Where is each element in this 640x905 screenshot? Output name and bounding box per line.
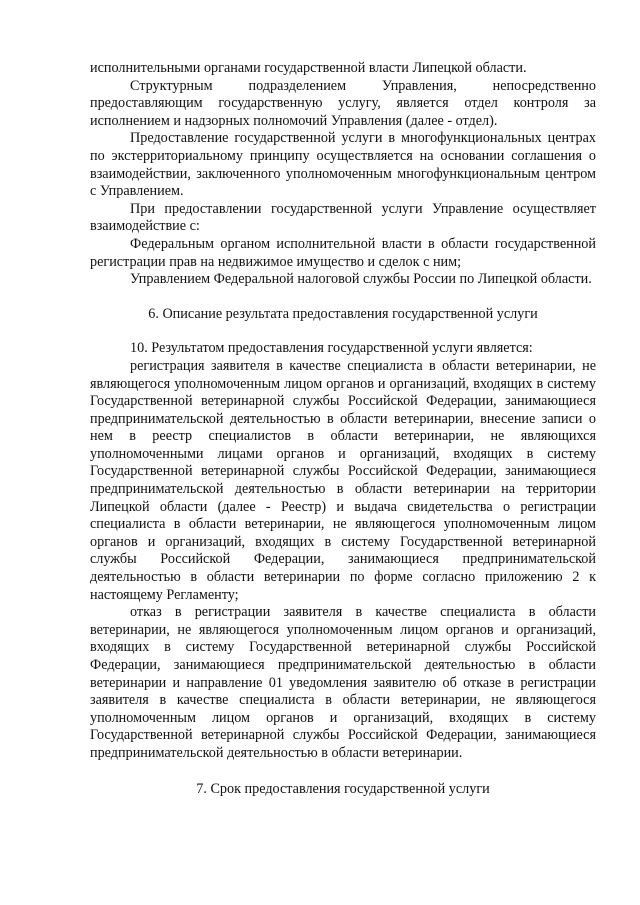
paragraph-refusal: отказ в регистрации заявителя в качестве специалиста в области ветеринарии, не являющегося уполномоченным лицом органов и организаций, входящих в систему Государственной ветеринарной службы Российской Федерации, занимающиеся предпринимательской деятельностью в области ветеринарии и направление 01 уведомления заявителю об отказе в регистрации заявителя в качестве специалиста в области ветеринарии, не являющегося уполномоченным лицом органов и организаций, входящих в систему Государственной ветеринарной службы Российской Федерации, занимающиеся предпринимательской деятельностью в области ветеринарии. — [90, 604, 596, 761]
paragraph-registration: регистрация заявителя в качестве специалиста в области ветеринарии, не являющегося уполномоченным лицом органов и организаций, входящих в систему Государственной ветеринарной службы Российской Федерации, занимающиеся предпринимательской деятельностью в области ветеринарии, внесение записи о нем в реестр специалистов в области ветеринарии, не являющихся уполномоченными лицами органов и организаций, входящих в систему Государственной ветеринарной службы Российской Федерации, занимающиеся предпринимательской деятельностью в области ветеринарии на территории Липецкой области (далее - Реестр) и выдача свидетельства о регистрации специалиста в области ветеринарии, не являющегося уполномоченным лицом органов и организаций, входящих в систему Государственной ветеринарной службы Российской Федерации, занимающиеся предпринимательской деятельностью в области ветеринарии по форме согласно приложению 2 к настоящему Регламенту; — [90, 357, 596, 603]
paragraph-tax-service: Управлением Федеральной налоговой службы России по Липецкой области. — [130, 271, 592, 288]
paragraph-continuation: исполнительными органами государственной власти Липецкой области. — [90, 60, 527, 76]
paragraph-federal-body: Федеральным органом исполнительной власти в области государственной регистрации прав на недвижимое имущество и сделок с ним; — [90, 235, 596, 270]
section-7-heading: 7. Срок предоставления государственной услуги — [196, 780, 490, 797]
paragraph-interaction: При предоставлении государственной услуги Управление осуществляет взаимодействие с: — [90, 200, 596, 235]
paragraph-result-intro: 10. Результатом предоставления государственной услуги является: — [130, 340, 533, 357]
section-6-heading: 6. Описание результата предоставления государственной услуги — [148, 305, 538, 322]
paragraph-mfc: Предоставление государственной услуги в многофункциональных центрах по экстерриториальному принципу осуществляется на основании соглашения о взаимодействии, заключенного уполномоченным многофункциональным центром с Управлением. — [90, 130, 596, 200]
paragraph-structural-unit: Структурным подразделением Управления, непосредственно предоставляющим государственную услугу, является отдел контроля за исполнением и надзорных полномочий Управления (далее - отдел). — [90, 77, 596, 129]
